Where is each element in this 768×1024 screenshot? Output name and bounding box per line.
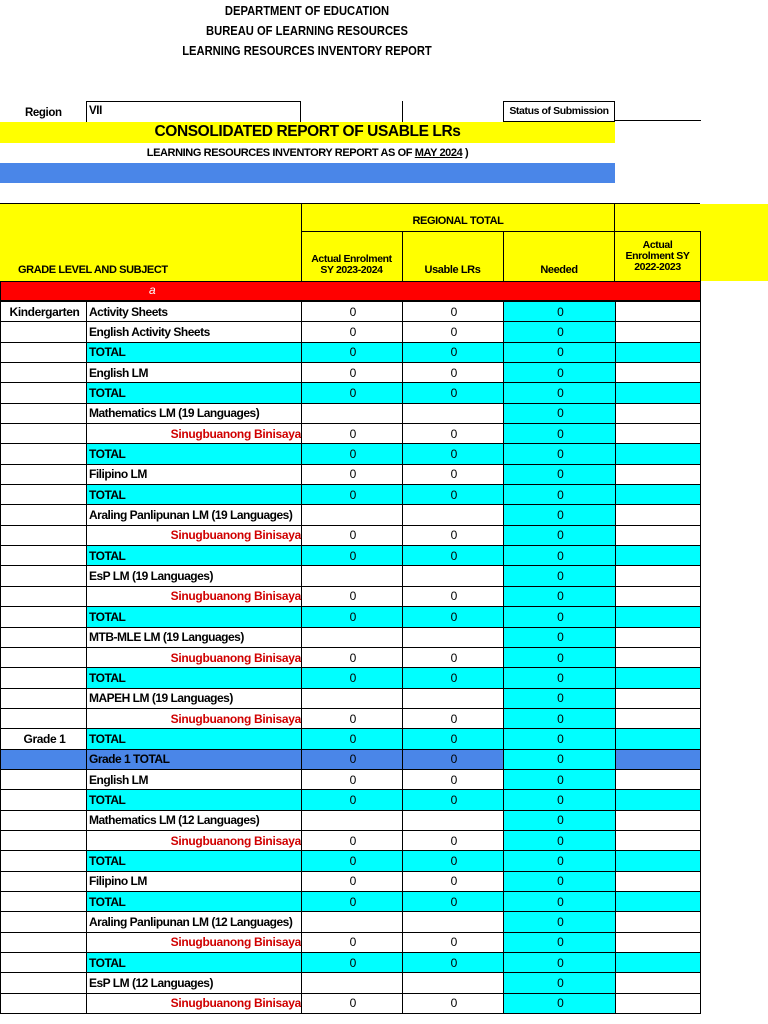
col-actual-enrolment-line1: Actual Enrolment [311, 253, 392, 265]
prev-enrolment-value-cell [616, 444, 701, 464]
enrolment-cell: 0 [302, 708, 403, 728]
subject-cell: TOTAL [87, 444, 302, 464]
usable-cell: 0 [403, 668, 504, 688]
prev-enrolment-value-cell [616, 891, 701, 911]
table-row [1, 953, 701, 973]
region-value: VII [86, 101, 301, 122]
enrolment-cell: 0 [302, 383, 403, 403]
table-row [1, 586, 701, 606]
prev-enrolment-value-cell [616, 953, 701, 973]
subject-cell: English Activity Sheets [87, 322, 302, 342]
table-row [1, 627, 701, 647]
subject-cell: Sinugbuanong Binisaya [87, 830, 302, 850]
grade-level-cell [1, 790, 87, 810]
needed-cell: 0 [504, 505, 616, 525]
needed-cell: 0 [504, 607, 616, 627]
usable-cell: 0 [403, 607, 504, 627]
grade-level-cell [1, 769, 87, 789]
enrolment-cell: 0 [302, 546, 403, 566]
subject-cell: TOTAL [87, 668, 302, 688]
table-row [1, 668, 701, 688]
title-bar [0, 122, 615, 143]
prev-enrolment-value-cell [616, 790, 701, 810]
usable-cell [403, 403, 504, 423]
subject-cell: MTB-MLE LM (19 Languages) [87, 627, 302, 647]
enrolment-cell: 0 [302, 749, 403, 769]
enrolment-cell: 0 [302, 424, 403, 444]
subject-cell: Sinugbuanong Binisaya [87, 993, 302, 1013]
grade-level-cell [1, 546, 87, 566]
subject-cell: TOTAL [87, 953, 302, 973]
enrolment-cell: 0 [302, 363, 403, 383]
grade-level-cell [1, 444, 87, 464]
prev-enrolment-value-cell [616, 627, 701, 647]
grade-level-cell [1, 932, 87, 952]
usable-cell [403, 627, 504, 647]
subject-cell: Grade 1 TOTAL [87, 749, 302, 769]
subject-cell: Filipino LM [87, 464, 302, 484]
subject-cell: Mathematics LM (12 Languages) [87, 810, 302, 830]
prev-enrolment-value-cell [616, 525, 701, 545]
status-line [615, 120, 701, 121]
grade-level-cell [1, 830, 87, 850]
table-row [1, 342, 701, 362]
needed-cell: 0 [504, 525, 616, 545]
prev-enrolment-value-cell [616, 769, 701, 789]
prev-enrolment-value-cell [616, 647, 701, 667]
table-row [1, 363, 701, 383]
region-label: Region [25, 107, 62, 119]
prev-enrolment-value-cell [616, 668, 701, 688]
prev-enrolment-value-cell [616, 749, 701, 769]
subject-cell: TOTAL [87, 891, 302, 911]
enrolment-cell: 0 [302, 891, 403, 911]
subject-cell: English LM [87, 363, 302, 383]
prev-enrolment-value-cell [616, 688, 701, 708]
grade-level-cell [1, 891, 87, 911]
needed-cell: 0 [504, 993, 616, 1013]
usable-cell: 0 [403, 363, 504, 383]
subject-cell: Sinugbuanong Binisaya [87, 525, 302, 545]
enrolment-cell: 0 [302, 668, 403, 688]
prev-enrolment-value-cell [616, 464, 701, 484]
subject-cell: TOTAL [87, 851, 302, 871]
prev-enrolment-value-cell [616, 830, 701, 850]
enrolment-cell: 0 [302, 932, 403, 952]
grade-level-cell [1, 505, 87, 525]
table-row [1, 993, 701, 1013]
needed-cell: 0 [504, 322, 616, 342]
table-row [1, 708, 701, 728]
enrolment-cell [302, 810, 403, 830]
grade-level-cell [1, 607, 87, 627]
table-row [1, 912, 701, 932]
enrolment-cell: 0 [302, 993, 403, 1013]
table-row [1, 546, 701, 566]
regional-divider [301, 231, 615, 232]
prev-enrolment-value-cell [616, 607, 701, 627]
enrolment-cell: 0 [302, 485, 403, 505]
needed-cell: 0 [504, 444, 616, 464]
subject-cell: Sinugbuanong Binisaya [87, 708, 302, 728]
usable-cell: 0 [403, 647, 504, 667]
usable-cell [403, 688, 504, 708]
needed-cell: 0 [504, 485, 616, 505]
needed-cell: 0 [504, 953, 616, 973]
table-row [1, 322, 701, 342]
enrolment-cell: 0 [302, 342, 403, 362]
needed-cell: 0 [504, 973, 616, 993]
subject-cell: EsP LM (12 Languages) [87, 973, 302, 993]
subject-cell: TOTAL [87, 790, 302, 810]
usable-cell [403, 912, 504, 932]
prev-enrolment-value-cell [616, 505, 701, 525]
grade-level-cell [1, 424, 87, 444]
table-row [1, 424, 701, 444]
prev-enrolment-value-cell [616, 424, 701, 444]
usable-cell: 0 [403, 546, 504, 566]
subject-cell: Activity Sheets [87, 302, 302, 322]
status-label: Status of Submission [503, 101, 615, 122]
prev-enrolment-value-cell [616, 851, 701, 871]
enrolment-cell: 0 [302, 729, 403, 749]
prev-enrolment-value-cell [616, 810, 701, 830]
prev-enrolment-value-cell [616, 729, 701, 749]
table-row [1, 525, 701, 545]
grade-level-cell [1, 668, 87, 688]
needed-cell: 0 [504, 627, 616, 647]
grade-level-cell [1, 688, 87, 708]
table-row [1, 485, 701, 505]
prev-enrolment-value-cell [616, 546, 701, 566]
subject-cell: TOTAL [87, 383, 302, 403]
inventory-table-body [1, 302, 701, 1014]
usable-cell: 0 [403, 464, 504, 484]
prev-enrolment-value-cell [616, 322, 701, 342]
needed-cell: 0 [504, 769, 616, 789]
grade-level-cell [1, 647, 87, 667]
table-row [1, 932, 701, 952]
prev-enrolment-value-cell [616, 973, 701, 993]
needed-cell: 0 [504, 871, 616, 891]
table-row [1, 383, 701, 403]
needed-cell: 0 [504, 424, 616, 444]
subject-cell: Sinugbuanong Binisaya [87, 932, 302, 952]
usable-cell [403, 505, 504, 525]
enrolment-cell: 0 [302, 769, 403, 789]
grade-level-cell [1, 566, 87, 586]
needed-cell: 0 [504, 708, 616, 728]
prev-enrolment-value-cell [616, 403, 701, 423]
needed-cell: 0 [504, 342, 616, 362]
prev-enrolment-value-cell [616, 342, 701, 362]
enrolment-cell [302, 505, 403, 525]
needed-cell: 0 [504, 790, 616, 810]
grade-level-cell [1, 810, 87, 830]
usable-cell: 0 [403, 871, 504, 891]
enrolment-cell: 0 [302, 647, 403, 667]
subject-cell: TOTAL [87, 485, 302, 505]
subject-cell: Sinugbuanong Binisaya [87, 424, 302, 444]
prev-enrolment-value-cell [616, 383, 701, 403]
enrolment-cell: 0 [302, 607, 403, 627]
subtitle-date: MAY 2024 [414, 147, 463, 159]
usable-cell: 0 [403, 953, 504, 973]
enrolment-cell: 0 [302, 444, 403, 464]
grade-level-cell [1, 993, 87, 1013]
grade-level-cell [1, 525, 87, 545]
table-row [1, 403, 701, 423]
usable-cell: 0 [403, 586, 504, 606]
table-row [1, 444, 701, 464]
prev-enrolment-value-cell [616, 566, 701, 586]
table-row [1, 830, 701, 850]
inventory-table [0, 301, 701, 1014]
needed-cell: 0 [504, 647, 616, 667]
prev-enrolment-value-cell [616, 586, 701, 606]
subject-cell: Sinugbuanong Binisaya [87, 647, 302, 667]
prev-enrolment-value-cell [616, 708, 701, 728]
needed-cell: 0 [504, 668, 616, 688]
usable-cell: 0 [403, 302, 504, 322]
grade-level-cell [1, 403, 87, 423]
prev-enrolment-value-cell [616, 302, 701, 322]
needed-cell: 0 [504, 912, 616, 932]
needed-cell: 0 [504, 729, 616, 749]
needed-cell: 0 [504, 830, 616, 850]
enrolment-cell: 0 [302, 586, 403, 606]
usable-cell: 0 [403, 932, 504, 952]
grade-level-cell [1, 912, 87, 932]
col-grade-level-subject: GRADE LEVEL AND SUBJECT [18, 264, 168, 276]
needed-cell: 0 [504, 932, 616, 952]
enrolment-cell: 0 [302, 464, 403, 484]
grade-level-cell [1, 627, 87, 647]
usable-cell: 0 [403, 424, 504, 444]
subtitle [0, 147, 615, 159]
grade-level-cell [1, 953, 87, 973]
usable-cell [403, 810, 504, 830]
table-row [1, 607, 701, 627]
grade-level-cell [1, 383, 87, 403]
col-prev-enrolment [614, 240, 701, 273]
table-row [1, 810, 701, 830]
table-row [1, 566, 701, 586]
grade-level-cell: Grade 1 [1, 729, 87, 749]
grade-level-cell: Kindergarten [1, 302, 87, 322]
grade-level-cell [1, 363, 87, 383]
report-title: LEARNING RESOURCES INVENTORY REPORT [182, 43, 432, 58]
grade-level-cell [1, 871, 87, 891]
grade-level-cell [1, 708, 87, 728]
subject-cell: MAPEH LM (19 Languages) [87, 688, 302, 708]
needed-cell: 0 [504, 688, 616, 708]
enrolment-cell: 0 [302, 953, 403, 973]
subject-cell: TOTAL [87, 607, 302, 627]
red-row [0, 281, 701, 301]
table-row [1, 302, 701, 322]
prev-enrolment-value-cell [616, 363, 701, 383]
subject-cell: English LM [87, 769, 302, 789]
usable-cell: 0 [403, 485, 504, 505]
table-row [1, 769, 701, 789]
needed-cell: 0 [504, 383, 616, 403]
col-usable: Usable LRs [424, 264, 481, 276]
needed-cell: 0 [504, 891, 616, 911]
table-row [1, 464, 701, 484]
table-row [1, 749, 701, 769]
enrolment-cell: 0 [302, 851, 403, 871]
subject-cell: Mathematics LM (19 Languages) [87, 403, 302, 423]
needed-cell: 0 [504, 302, 616, 322]
prev-enrolment-value-cell [616, 912, 701, 932]
usable-cell: 0 [403, 342, 504, 362]
grade-level-cell [1, 586, 87, 606]
subject-cell: TOTAL [87, 546, 302, 566]
usable-cell: 0 [403, 851, 504, 871]
enrolment-cell: 0 [302, 830, 403, 850]
needed-cell: 0 [504, 464, 616, 484]
enrolment-cell [302, 912, 403, 932]
usable-cell: 0 [403, 708, 504, 728]
col-prev-line2: Enrolment SY [625, 250, 690, 262]
needed-cell: 0 [504, 363, 616, 383]
table-row [1, 790, 701, 810]
usable-cell: 0 [403, 525, 504, 545]
table-row [1, 688, 701, 708]
col-needed: Needed [540, 264, 578, 276]
table-row [1, 871, 701, 891]
table-row [1, 891, 701, 911]
needed-cell: 0 [504, 566, 616, 586]
grade-level-cell [1, 973, 87, 993]
prev-enrolment-value-cell [616, 871, 701, 891]
subject-cell: TOTAL [87, 342, 302, 362]
subject-cell: Araling Panlipunan LM (12 Languages) [87, 912, 302, 932]
usable-cell: 0 [403, 993, 504, 1013]
table-row [1, 647, 701, 667]
bureau-title: BUREAU OF LEARNING RESOURCES [206, 23, 408, 38]
table-row [1, 505, 701, 525]
usable-cell: 0 [403, 444, 504, 464]
usable-cell [403, 973, 504, 993]
col-prev-line1: Actual [642, 239, 673, 251]
subject-cell: Filipino LM [87, 871, 302, 891]
table-row [1, 851, 701, 871]
prev-enrolment-value-cell [616, 485, 701, 505]
dept-title: DEPARTMENT OF EDUCATION [224, 3, 390, 18]
consolidated-title: CONSOLIDATED REPORT OF USABLE LRs [154, 123, 461, 140]
red-row-label: a [149, 283, 156, 297]
subtitle-suffix: ) [464, 147, 469, 159]
enrolment-cell: 0 [302, 322, 403, 342]
usable-cell: 0 [403, 322, 504, 342]
col-prev-line3: 2022-2023 [634, 261, 681, 273]
blue-bar [0, 163, 615, 183]
enrolment-cell [302, 973, 403, 993]
subject-cell: Sinugbuanong Binisaya [87, 586, 302, 606]
table-row [1, 729, 701, 749]
needed-cell: 0 [504, 403, 616, 423]
grade-level-cell [1, 749, 87, 769]
grade-level-cell [1, 485, 87, 505]
col-actual-enrolment-line2: SY 2023-2024 [320, 264, 383, 276]
enrolment-cell [302, 403, 403, 423]
enrolment-cell [302, 627, 403, 647]
needed-cell: 0 [504, 586, 616, 606]
regional-total-label: REGIONAL TOTAL [412, 215, 504, 227]
grade-level-cell [1, 322, 87, 342]
usable-cell: 0 [403, 383, 504, 403]
divider [402, 101, 403, 122]
enrolment-cell: 0 [302, 871, 403, 891]
subject-cell: Araling Panlipunan LM (19 Languages) [87, 505, 302, 525]
col-actual-enrolment [301, 254, 402, 276]
prev-enrolment-value-cell [616, 993, 701, 1013]
subject-cell: EsP LM (19 Languages) [87, 566, 302, 586]
grade-level-cell [1, 342, 87, 362]
enrolment-cell [302, 566, 403, 586]
subtitle-prefix: LEARNING RESOURCES INVENTORY REPORT AS OF [146, 147, 413, 159]
usable-cell: 0 [403, 891, 504, 911]
usable-cell: 0 [403, 769, 504, 789]
enrolment-cell: 0 [302, 790, 403, 810]
needed-cell: 0 [504, 546, 616, 566]
usable-cell: 0 [403, 729, 504, 749]
enrolment-cell: 0 [302, 525, 403, 545]
usable-cell [403, 566, 504, 586]
prev-enrolment-value-cell [616, 932, 701, 952]
usable-cell: 0 [403, 790, 504, 810]
usable-cell: 0 [403, 830, 504, 850]
usable-cell: 0 [403, 749, 504, 769]
grade-level-cell [1, 464, 87, 484]
enrolment-cell: 0 [302, 302, 403, 322]
subject-cell: TOTAL [87, 729, 302, 749]
needed-cell: 0 [504, 810, 616, 830]
grade-level-cell [1, 851, 87, 871]
enrolment-cell [302, 688, 403, 708]
needed-cell: 0 [504, 749, 616, 769]
needed-cell: 0 [504, 851, 616, 871]
table-row [1, 973, 701, 993]
